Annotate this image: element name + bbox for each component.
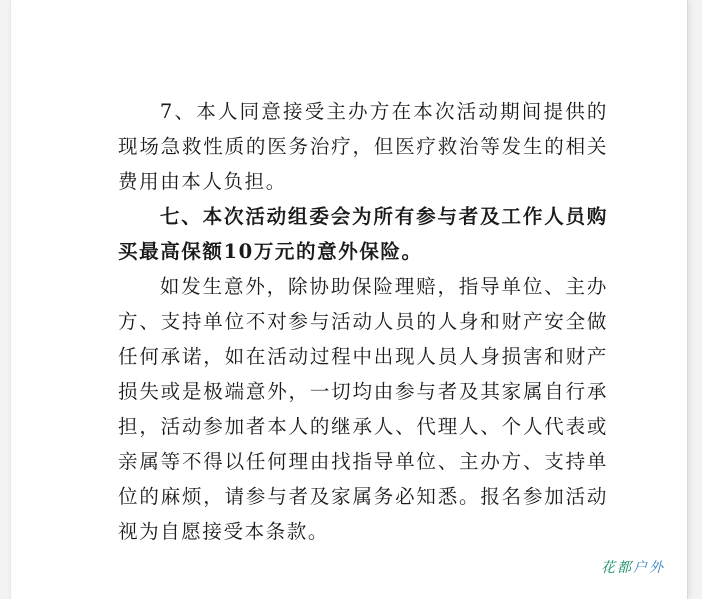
document-body bbox=[118, 94, 608, 549]
paragraph-item-7: 7、本人同意接受主办方在本次活动期间提供的现场急救性质的医务治疗，但医疗救治等发生的相关费用由本人负担。 bbox=[118, 100, 608, 193]
watermark-text-b: 户外 bbox=[633, 560, 665, 576]
watermark-logo bbox=[601, 557, 665, 577]
watermark-text-a: 花都 bbox=[601, 560, 633, 576]
paragraph-section-7-insurance: 七、本次活动组委会为所有参与者及工作人员购买最高保额10万元的意外保险。 bbox=[118, 205, 608, 263]
document-page bbox=[10, 0, 688, 599]
paragraph-liability-disclaimer: 如发生意外，除协助保险理赔，指导单位、主办方、支持单位不对参与活动人员的人身和财产安全做任何承诺，如在活动过程中出现人员人身损害和财产损失或是极端意外，一切均由参与者及其家属自行承担，活动参加者本人的继承人、代理人、个人代表或亲属等不得以任何理由找指导单位、主办方、支持单位的麻烦，请参与者及家属务必知悉。报名参加活动视为自愿接受本条款。 bbox=[118, 275, 608, 543]
